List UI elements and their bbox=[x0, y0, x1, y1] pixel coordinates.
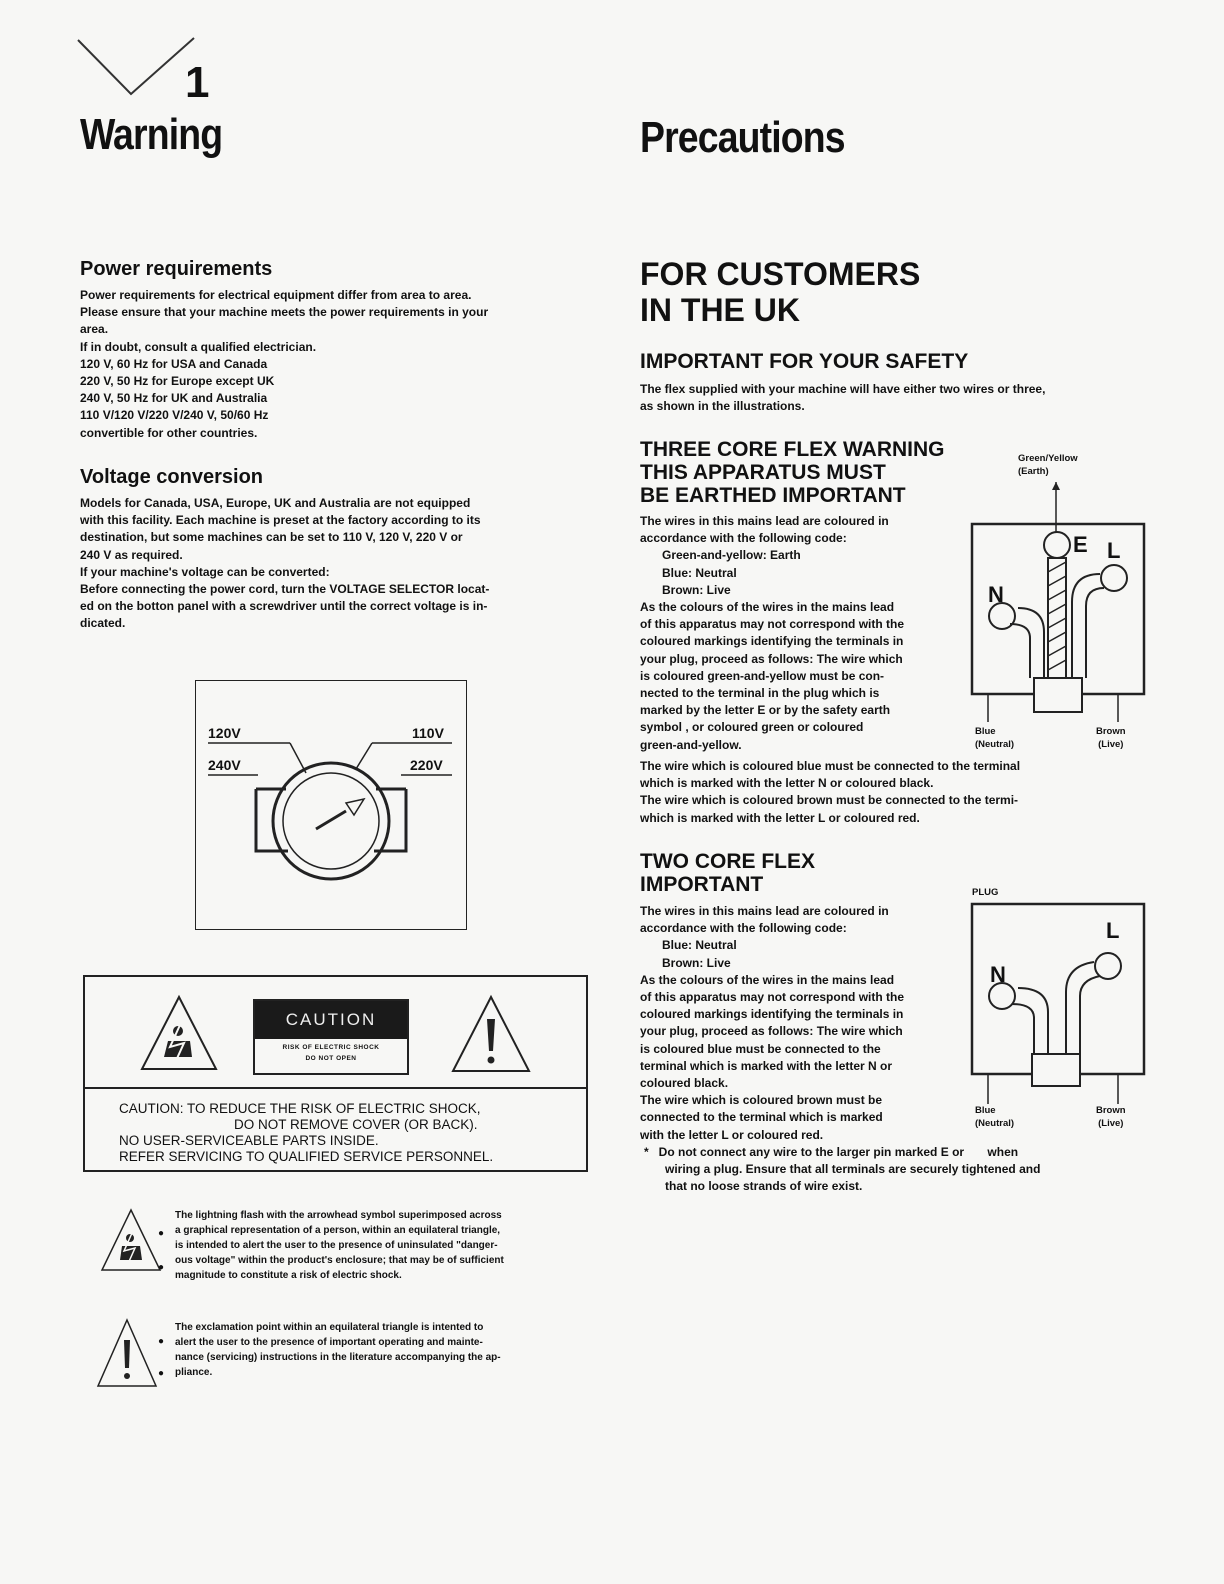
voltage-conversion-text: Models for Canada, USA, Europe, UK and Australia are not equipped with this facility. Each machine is preset at the factory according to its destination, but some machines can be set to 110 V, 120 V, 220 V or 240 V as required. If your machine's voltage can be converted: Before connecting the power cord, turn the VOLTAGE SELECTOR locat- ed on the botton panel with a screwdriver until the correct voltage is in- dicated. bbox=[80, 496, 490, 631]
label-240v: 240V bbox=[208, 757, 241, 773]
warning-title: Warning bbox=[80, 110, 223, 159]
page-number: 1 bbox=[185, 58, 210, 107]
caution-sub1: RISK OF ELECTRIC SHOCK bbox=[282, 1044, 380, 1051]
exclamation-note-text: The exclamation point within an equilateral triangle is intented to alert the user to the presence of important operating and mainte- nance (servicing) instructions in the literature accompanying the ap- pliance. bbox=[175, 1322, 501, 1378]
lightning-person-icon bbox=[100, 1208, 165, 1274]
label-110v: 110V bbox=[412, 725, 444, 741]
caution-sub2: DO NOT OPEN bbox=[305, 1055, 357, 1062]
three-core-plug-diagram bbox=[968, 482, 1150, 752]
power-requirements-text: Power requirements for electrical equipment differ from area to area. Please ensure that your machine meets the power requirements in your area. If in doubt, consult a qualified electrician. 120 V, 60 Hz for USA and Canada 220 V, 50 Hz for Europe except UK 240 V, 50 Hz for UK and Australia 110 V/120 V/220 V/240 V, 50/60 Hz convertible for other countries. bbox=[80, 288, 489, 440]
terminal-n-label: N bbox=[988, 582, 1004, 607]
two-core-heading: TWO CORE FLEX IMPORTANT bbox=[640, 850, 815, 896]
safety-heading: IMPORTANT FOR YOUR SAFETY bbox=[640, 350, 969, 373]
caution-divider bbox=[85, 1087, 586, 1089]
two-core-note: * Do not connect any wire to the larger pin marked E or when wiring a plug. Ensure that all terminals are securely tightened and that no loose strands of wire exist. bbox=[644, 1145, 1041, 1194]
lightning-note-text: The lightning flash with the arrowhead symbol superimposed across a graphical representation of a person, within an equilateral triangle, is intended to alert the user to the presence of uninsulated "danger- ous voltage" within the product's enclosure; that may be of sufficient magnitude to constitute a risk of electric shock. bbox=[175, 1210, 504, 1281]
two-core-terminal-n-label: N bbox=[990, 962, 1006, 987]
bullet-dot: ● bbox=[158, 1368, 165, 1379]
two-core-blue-label: Blue (Neutral) bbox=[975, 1105, 1015, 1129]
brown-live-label: Brown (Live) bbox=[1096, 726, 1126, 750]
two-core-plug-diagram bbox=[968, 900, 1150, 1110]
tab-chevron-icon bbox=[76, 36, 196, 96]
two-core-text: The wires in this mains lead are coloured in accordance with the following code: Blue: Neutral Brown: Live As the colours of the wires in the mains lead of this apparatus may not correspond with the coloured markings identifying the terminals in your plug, proceed as follows: The wire which is coloured blue must be connected to the terminal which is marked with the letter N or coloured black. The wire which is coloured brown must be connected to the terminal which is marked with the letter L or coloured red. bbox=[640, 904, 905, 1142]
label-120v: 120V bbox=[208, 725, 241, 741]
terminal-e-label: E bbox=[1073, 532, 1088, 557]
uk-customers-heading: FOR CUSTOMERS IN THE UK bbox=[640, 256, 921, 328]
terminal-l-label: L bbox=[1107, 538, 1121, 563]
lightning-person-warning-icon bbox=[140, 995, 218, 1073]
green-yellow-label: Green/Yellow (Earth) bbox=[1018, 453, 1078, 477]
power-requirements-heading: Power requirements bbox=[80, 258, 273, 280]
plug-label: PLUG bbox=[972, 887, 999, 898]
bullet-dot: ● bbox=[158, 1262, 165, 1273]
two-core-brown-label: Brown (Live) bbox=[1096, 1105, 1126, 1129]
caution-badge: CAUTION bbox=[255, 1001, 407, 1039]
caution-label-plate bbox=[253, 999, 409, 1075]
bullet-dot: ● bbox=[158, 1228, 165, 1239]
precautions-title: Precautions bbox=[640, 113, 845, 162]
two-core-terminal-l-label: L bbox=[1106, 918, 1120, 943]
blue-neutral-label: Blue (Neutral) bbox=[975, 726, 1015, 750]
caution-box bbox=[83, 975, 588, 1172]
three-core-text: The wires in this mains lead are coloured in accordance with the following code: Green-and-yellow: Earth Blue: Neutral Brown: Live As the colours of the wires in the mains lead of this apparatus may not correspond with the coloured markings identifying the terminals in your plug, proceed as follows: The wire which is coloured green-and-yellow must be con- nected to the terminal in the plug which is marked by the letter E or by the safety earth symbol , or coloured green or coloured green-and-yellow. bbox=[640, 514, 905, 752]
caution-text: CAUTION: TO REDUCE THE RISK OF ELECTRIC SHOCK, DO NOT REMOVE COVER (OR BACK). NO USER-SERVICEABLE PARTS INSIDE. REFER SERVICING TO QUALIFIED SERVICE PERSONNEL. bbox=[119, 1101, 494, 1164]
exclamation-icon bbox=[96, 1318, 158, 1390]
voltage-selector-diagram bbox=[195, 680, 467, 930]
three-core-full-text: The wire which is coloured blue must be connected to the terminal which is marked with the letter N or coloured black. The wire which is coloured brown must be connected to the termi- which is marked with the letter L or coloured red. bbox=[640, 759, 1021, 825]
exclamation-warning-icon bbox=[451, 995, 531, 1075]
bullet-dot: ● bbox=[158, 1336, 165, 1347]
three-core-heading: THREE CORE FLEX WARNING THIS APPARATUS MUST BE EARTHED IMPORTANT bbox=[640, 438, 945, 507]
label-220v: 220V bbox=[410, 757, 443, 773]
voltage-conversion-heading: Voltage conversion bbox=[80, 466, 264, 488]
safety-text: The flex supplied with your machine will have either two wires or three, as shown in the illustrations. bbox=[640, 382, 1046, 414]
